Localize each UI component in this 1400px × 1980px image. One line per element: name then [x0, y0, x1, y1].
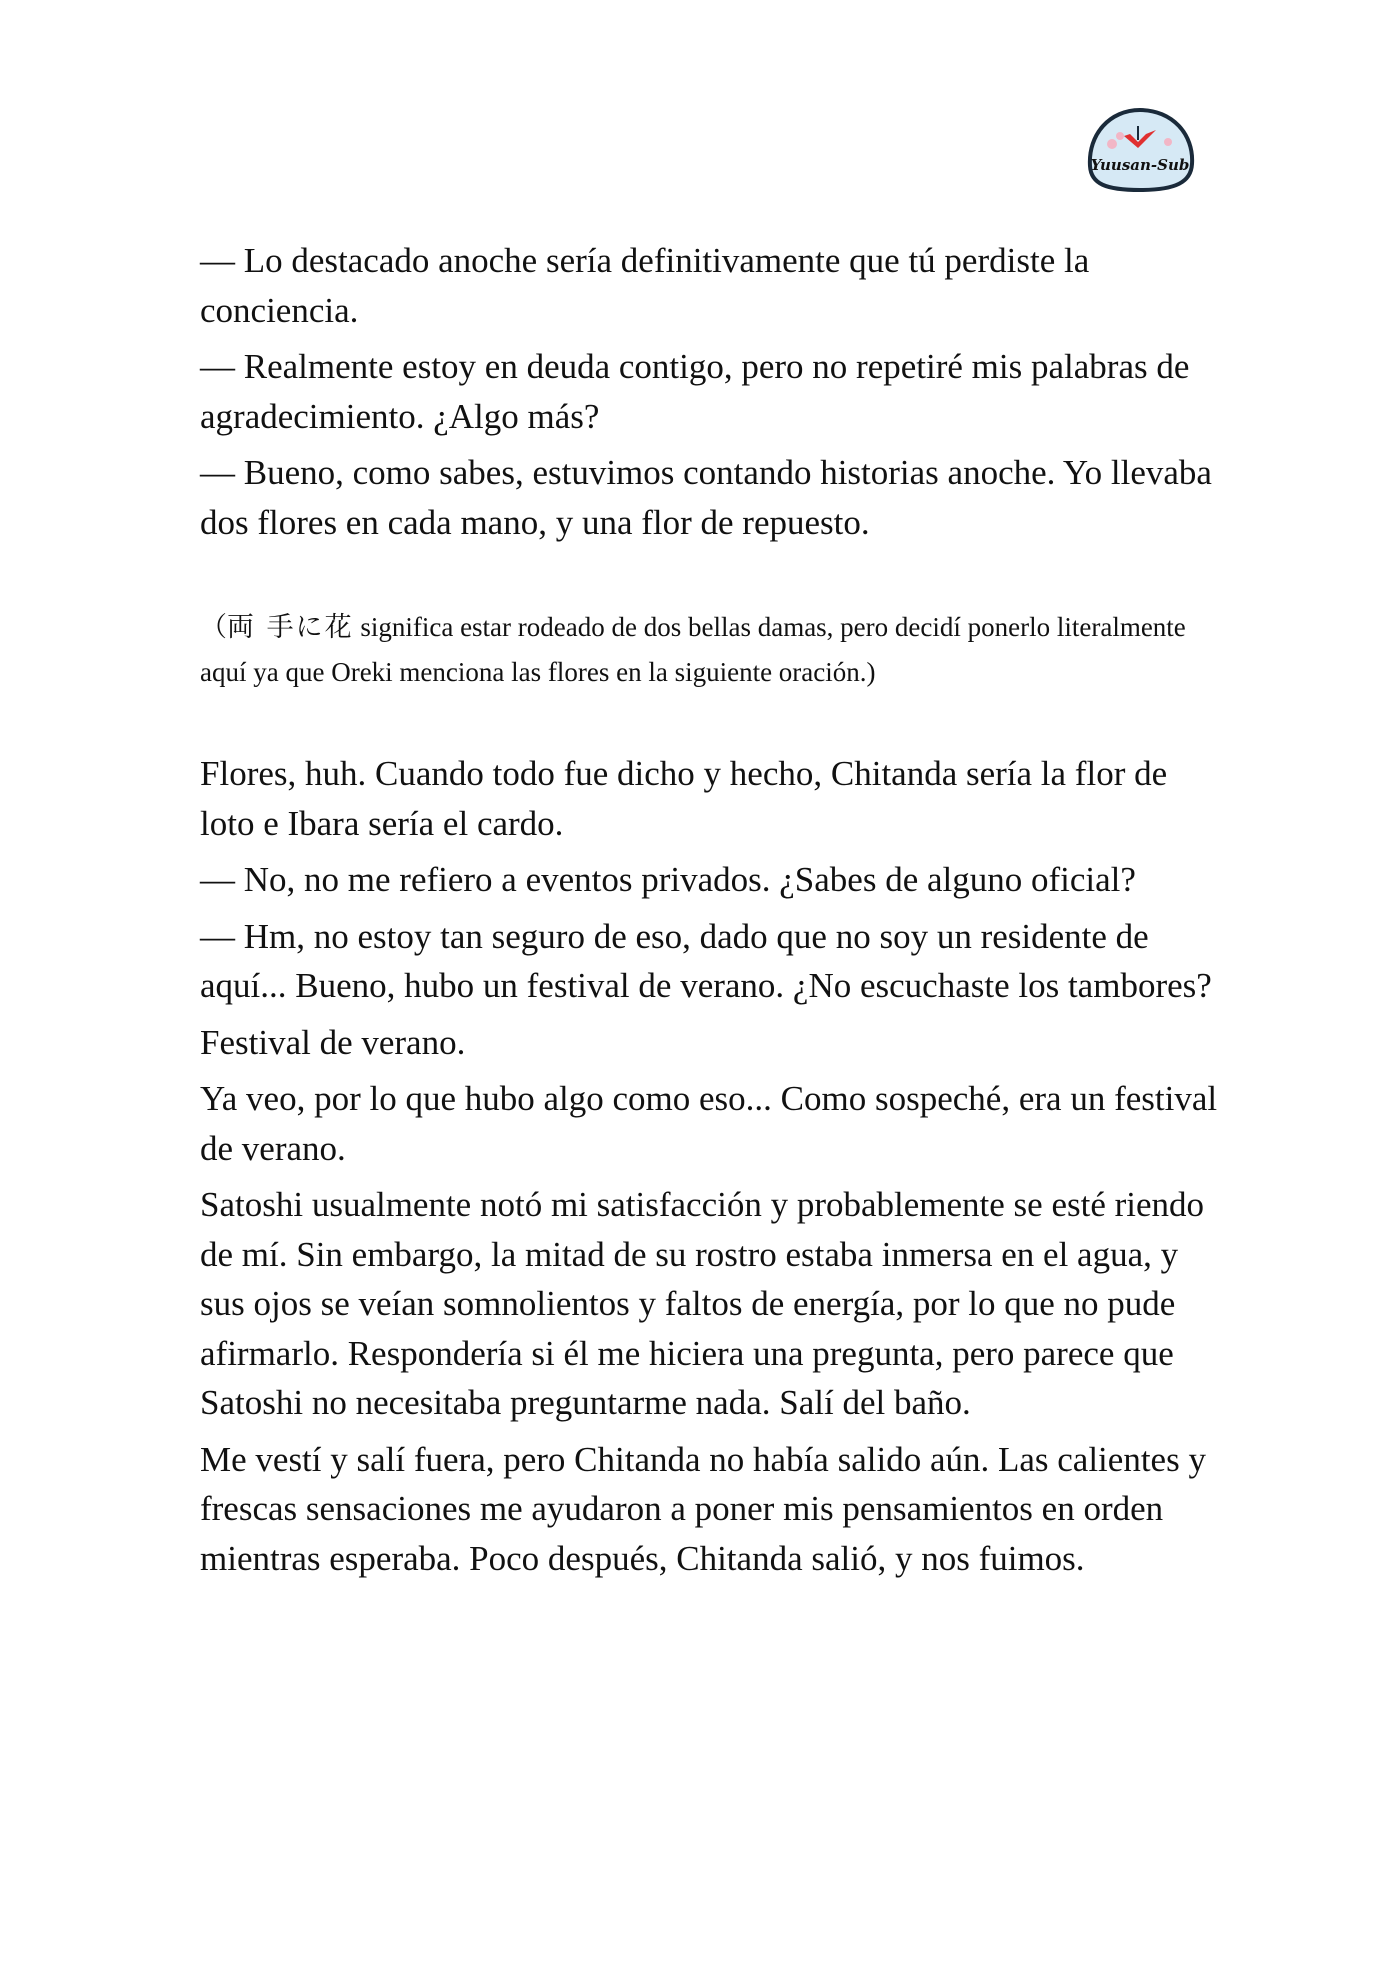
page-body — [200, 236, 1220, 1590]
narration-paragraph: Festival de verano. — [200, 1022, 466, 1062]
narration-paragraph: Me vestí y salí fuera, pero Chitanda no había salido aún. Las calientes y frescas sensaciones me ayudaron a poner mis pensamientos en orden mientras esperaba. Poco después, Chitanda salió, y nos fuimos. — [200, 1439, 1206, 1578]
translator-note — [200, 605, 1220, 694]
note-text: significa estar rodeado de dos bellas damas, pero decidí ponerlo literalmente aquí ya que Oreki menciona las flores en la siguiente oración.) — [200, 612, 1186, 687]
note-japanese-term: 両 手に花 — [227, 612, 354, 643]
dialogue-line: — Realmente estoy en deuda contigo, pero no repetiré mis palabras de agradecimiento. ¿Algo más? — [200, 347, 1190, 436]
dialogue-line: — Bueno, como sabes, estuvimos contando historias anoche. Yo llevaba dos flores en cada mano, y una flor de repuesto. — [200, 453, 1212, 542]
dialogue-line: — Lo destacado anoche sería definitivamente que tú perdiste la conciencia. — [200, 241, 1090, 330]
narration-paragraph: Ya veo, por lo que hubo algo como eso... Como sospeché, era un festival de verano. — [200, 1079, 1218, 1168]
note-open-paren: （ — [200, 612, 227, 642]
logo-badge-icon — [1080, 104, 1200, 196]
yuusan-sub-logo — [1080, 104, 1200, 196]
narration-paragraph: Satoshi usualmente notó mi satisfacción y probablemente se esté riendo de mí. Sin embargo, la mitad de su rostro estaba inmersa en el agua, y sus ojos se veían somnolientos y faltos de energía, por lo que no pude afirmarlo. Respondería si él me hiciera una pregunta, pero parece que Satoshi no necesitaba preguntarme nada. Salí del baño. — [200, 1185, 1205, 1422]
dialogue-line: — Hm, no estoy tan seguro de eso, dado que no soy un residente de aquí... Bueno, hubo un festival de verano. ¿No escuchaste los tambores? — [200, 916, 1212, 1005]
dialogue-line: — No, no me refiero a eventos privados. ¿Sabes de alguno oficial? — [200, 860, 1136, 899]
logo-text: Yuusan-Sub — [1090, 156, 1190, 174]
narration-paragraph: Flores, huh. Cuando todo fue dicho y hecho, Chitanda sería la flor de loto e Ibara sería el cardo. — [200, 754, 1168, 843]
